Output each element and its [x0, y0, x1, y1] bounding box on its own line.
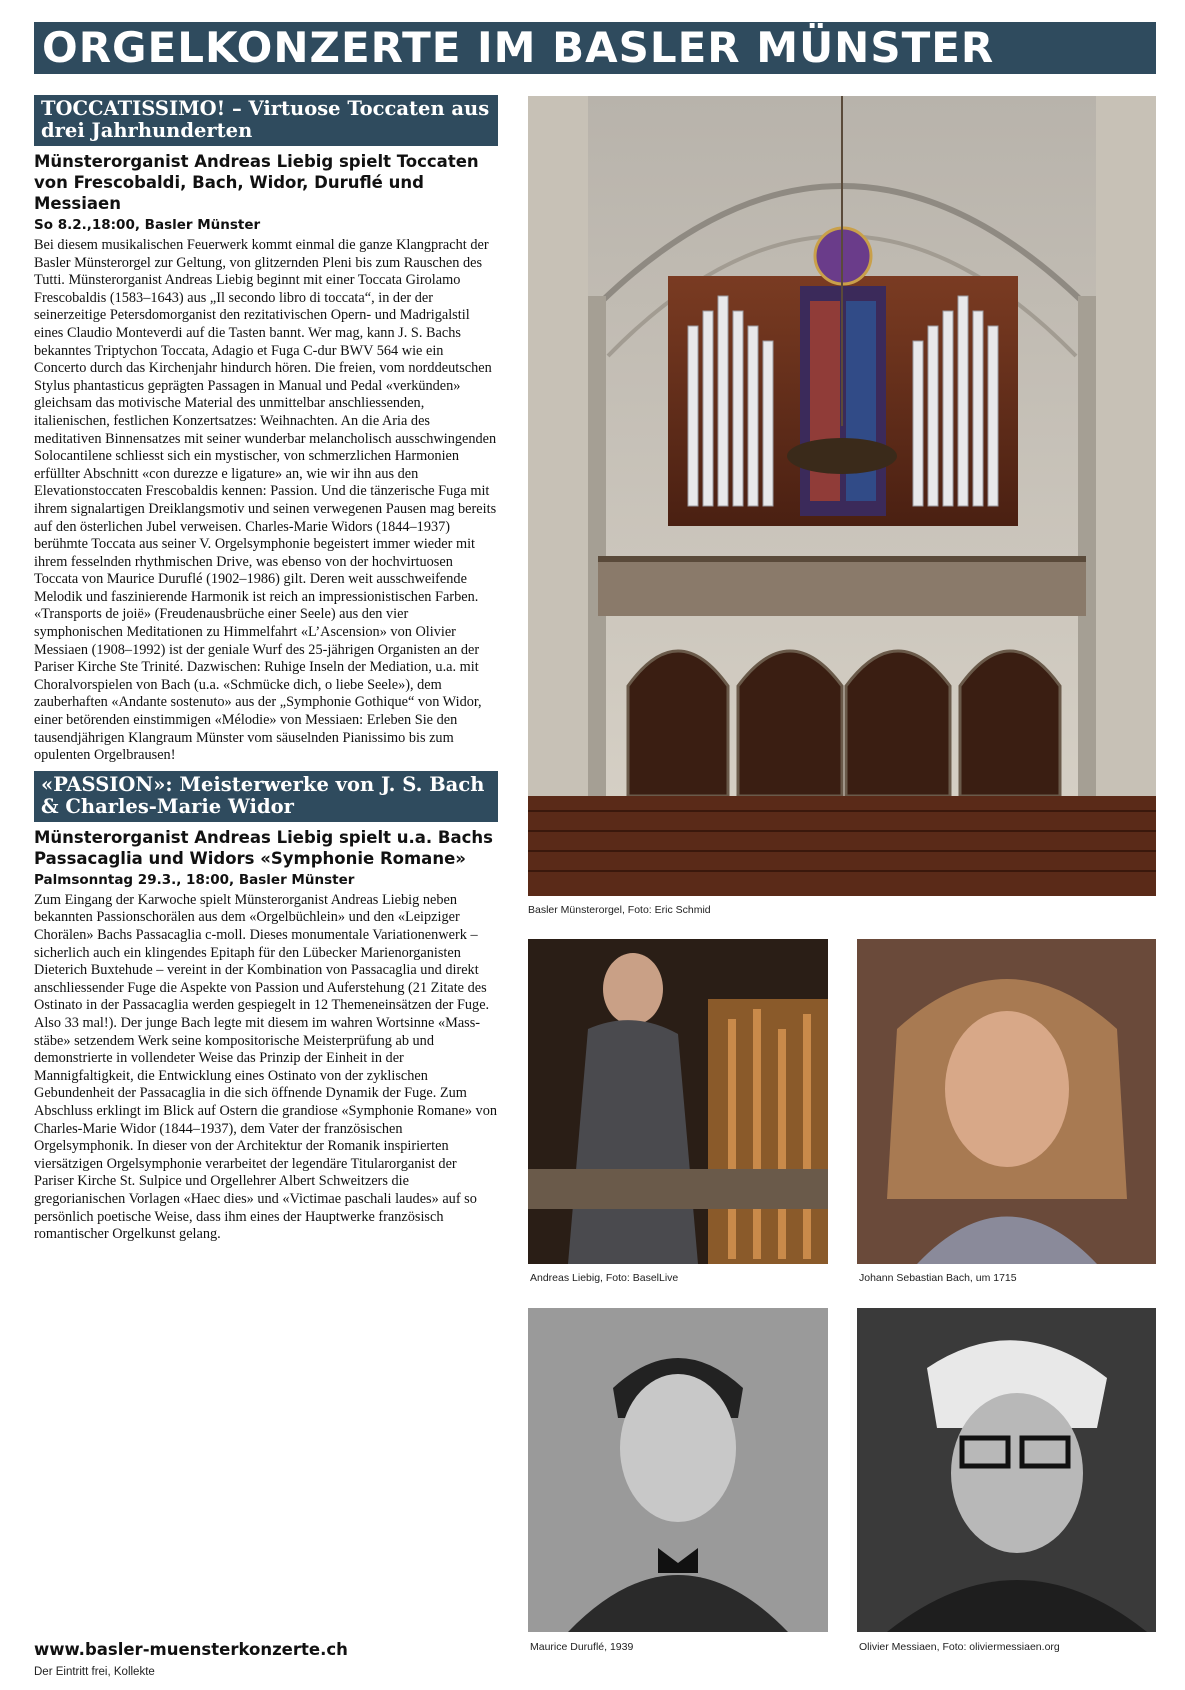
concert-date: Palmsonntag 29.3., 18:00, Basler Münster [34, 871, 355, 888]
page-title: ORGELKONZERTE IM BASLER MÜNSTER [42, 23, 995, 72]
concert-section-passion [34, 771, 498, 1244]
messiaen-photo-caption: Olivier Messiaen, Foto: oliviermessiaen.org [859, 1641, 1060, 1653]
section-body: Bei diesem musikalischen Feuerwerk kommt einmal die ganze Klangpracht der Basler Münsterorgel zur Geltung, von glitzernden Pleni bis zum Rauschen des Tutti. Münsterorganist Andreas Liebig beginnt mit einer Toccata Girolamo Frescobaldis (1583–1643) aus „Il secondo libro di toccata“, in der der seinerzeitige Petersdomorganist den rezitativischen Opern- und Madrigalstil eines Claudio Monteverdi auf die Tasten bannt. Wer mag, kann J. S. Bachs bekanntes Triptychon Toccata, Adagio et Fuga C-dur BWV 564 wie ein Concerto durch das Kirchenjahr hindurch hören. Die freien, vom norddeutschen Stylus phantasticus geprägten Passagen in Manual und Pedal «verkünden» gleichsam das motivische Material des unmittelbar anschliessenden, italienischen, festlichen Konzertsatzes: Weihnachten. An die Aria des meditativen Binnensatzes mit seiner wunderbar melancholisch ausschwingenden Solocantilene schliesst sich ein mystischer, von schmerzlichen Harmonien erfüllter Abschnitt «con durezze e ligature» an, wie wir ihn aus den Elevationstoccaten Frescobaldis kennen: Passion. Und die tänzerische Fuga mit ihrem signalartigen Dreiklangsmotiv und seinen verwegenen Pausen mag bereits auf den österlichen Jubel verweisen. Charles-Marie Widors (1844–1937) berühmte Toccata aus seiner V. Orgelsymphonie begeistert immer wieder mit ihrem fesselnden rhythmischen Drive, was ebenso von der hochvirtuosen Toccata von Maurice Duruflé (1902–1986) gilt. Deren weit ausschweifende Melodik und faszinierende Harmonik ist reich an impressionistischen Farben. «Transports de joië» (Freudenausbrüche einer Seele) aus den vier symphonischen Meditationen zu Himmelfahrt «L’Ascension» von Olivier Messiaen (1908–1992) ist der geniale Wurf des 25-jährigen Organisten an der Pariser Kirche Ste Trinité. Dazwischen: Ruhige Inseln der Mediation, u.a. mit Choralvorspielen von Bach (u.a. «Schmücke dich, o liebe Seele»), dem zauberhaften «Andante sostenuto» aus der „Symphonie Gothique“ von Widor, einer betörenden einstimmigen «Mélodie» von Messiaen: Erleben Sie den tausendjährigen Klangraum Münster vom säuselnden Pianissimo bis zum opulenten Orgelbrausen! [34, 237, 497, 764]
concert-date: So 8.2.,18:00, Basler Münster [34, 217, 261, 233]
durufle-photo [528, 1308, 828, 1632]
section-heading: «PASSION»: Meisterwerke von J. S. Bach & Charles-Marie Widor [34, 771, 498, 822]
section-body: Zum Eingang der Karwoche spielt Münsterorganist Andreas Liebig neben bekannten Passionschorälen aus dem «Orgelbüchlein» und den «Leipziger Chorälen» Bachs Passacaglia c-moll. Dieses monumentale Variationenwerk – sicherlich auch ein klingendes Epitaph für den Lübecker Marienorganisten Dieterich Buxtehude – vereint in der Kombination von Passacaglia und direkt anschliessender Fuge die Aspekte von Passion und Auferstehung (21 Zitate des Ostinato in der Passacaglia werden gespiegelt in 12 Themeneinsätzen der Fuge. Also 33 mal!). Der junge Bach legte mit diesem im wahren Wortsinne «Mass-stäbe» setzendem Werk seine kompositorische Meisterprüfung ab und demonstrierte in vollendeter Weise das Prinzip der Einheit in der Mannigfaltigkeit, die Entwicklung eines Ostinato von der zyklischen Gebundenheit der Passacaglia in die sich öffnende Dynamik der Fuge. Zum Abschluss erklingt im Blick auf Ostern die grandiose «Symphonie Romane» von Charles-Marie Widor (1844–1937), dem Vater der französischen Orgelsymphonik. In dieser von der Architektur der Romanik inspirierten viersätzigen Orgelsymphonie verarbeitet der legendäre Titularorganist der Pariser Kirche St. Sulpice und Orgellehrer Albert Schweitzers die gregorianischen Vorlagen «Haec dies» und «Victimae paschali laudes» auf so persönlich poetische Weise, dass ihm eines der Hauptwerke französisch romantischer Orgelkunst gelang. [34, 891, 497, 1243]
section-subheading: Münsterorganist Andreas Liebig spielt u.a. Bachs Passacaglia und Widors «Symphonie Romane» [34, 827, 493, 868]
section-heading: TOCCATISSIMO! – Virtuose Toccaten aus drei Jahrhunderten [34, 95, 498, 146]
section-subheading: Münsterorganist Andreas Liebig spielt Toccaten von Frescobaldi, Bach, Widor, Duruflé und Messiaen [34, 152, 479, 213]
messiaen-photo [857, 1308, 1156, 1632]
organ-photo [528, 96, 1156, 896]
text-column [34, 95, 498, 1244]
concert-section-toccatissimo [34, 95, 498, 765]
liebig-photo-caption: Andreas Liebig, Foto: BaselLive [530, 1272, 679, 1284]
liebig-photo [528, 939, 828, 1264]
bach-portrait [857, 939, 1156, 1264]
durufle-photo-caption: Maurice Duruflé, 1939 [530, 1641, 634, 1653]
website-link[interactable]: www.basler-muensterkonzerte.ch [34, 1640, 348, 1659]
admission-note: Der Eintritt frei, Kollekte [34, 1666, 155, 1678]
organ-photo-caption: Basler Münsterorgel, Foto: Eric Schmid [528, 904, 711, 916]
bach-portrait-caption: Johann Sebastian Bach, um 1715 [859, 1272, 1017, 1284]
page-title-bar [34, 22, 1156, 74]
